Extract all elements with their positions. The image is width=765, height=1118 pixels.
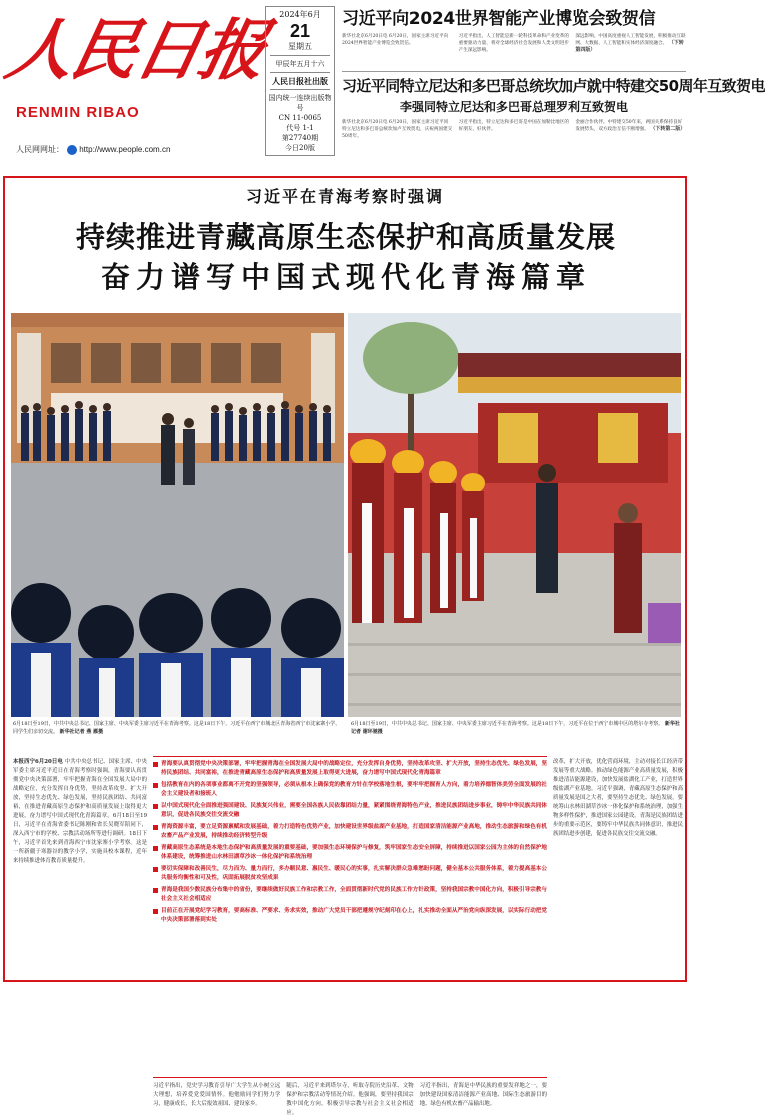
body-column-right: 改革，扩大开放，优化营商环境，主动对接长江经济带发展等重大战略。推动绿色能源产业高质量发展，积极推进清洁能源建设，加快发展盐湖化工产业，打造世界级盐湖产业基地。习近平强调，青藏高原生态保护和高质量发展是国之大者，要坚持生态优先、绿色发展。要统筹山水林田湖草沙冰一体化保护和系统治理，加强生物多样性保护，推进国家公园建设。青海是民族团结进步的重要示范区，要铸牢中华民族共同体意识，推进民族团结进步创建，促进各民族交往交流交融。 [553,759,683,837]
site-url-link[interactable]: http://www.people.com.cn [79,145,171,154]
summary-text: 目前正在开展党纪学习教育，要高标准、严要求、务求实效，推动广大党员干部把遵规守纪刻印在心上，扎实推动全面从严治党向纵深发展，以实际行动把党中央决策部署落到实处 [161,908,547,923]
top-headline-2[interactable]: 习近平同特立尼达和多巴哥总统坎加卢就中特建交50周年互致贺电 [342,77,765,95]
lead-story-frame [3,176,687,1116]
body-columns-bottom [153,1082,547,1118]
body-bottom-col-2: 随后，习近平来到塔尔寺，听取寺院历史沿革、文物保护和宗教活动等情况介绍。他强调，要坚持我国宗教中国化方向，积极引导宗教与社会主义社会相适应。 [286,1083,414,1116]
issue-number: 第27740期 [281,134,319,142]
date-day: 21 [289,21,311,41]
logo-chinese: 人民日报 [0,11,273,89]
lead-headline-2[interactable]: 奋力谱写中国式现代化青海篇章 [100,260,591,294]
news-2-col-b: 习近平指出，特立尼达和多巴哥是中国在加勒比地区的好朋友、好伙伴。 [458,120,569,132]
caption-right [351,720,681,736]
bullet-square-icon [153,762,158,767]
news-1-col-c [575,33,686,68]
caption-left-text: 6月18日至19日，中共中央总书记、国家主席、中央军委主席习近平在青海考察。这是18日下午，习近平在西宁市城北区青海省西宁市沈家寨小学，同学生们亲切交流。 [13,721,341,735]
summary-item [153,760,547,778]
newspaper-logo [0,4,273,154]
top-news [342,4,765,154]
lead-kicker: 习近平在青海考察时强调 [245,187,444,206]
summary-text: 包括教育在内的各项事业都离不开党的坚强领导，必须从根本上确保党的教育方针在学校落地生根，要牢牢把握育人方向，着力培养德智体美劳全面发展的社会主义建设者和接班人 [161,782,547,797]
summary-text: 要切实保障和改善民生，尽力而为、量力而行，多办顺民意、惠民生、暖民心的实事，扎实解决群众急难愁盼问题，健全基本公共服务体系，着力提高基本公共服务均衡性和可及性，巩固拓展脱贫攻坚成果 [161,866,547,881]
browser-icon [67,145,77,155]
site-url-line [16,144,170,155]
summary-item [153,781,547,799]
logo-english: RENMIN RIBAO [16,104,140,121]
summary-item [153,802,547,820]
date-weekday: 星期五 [288,42,312,51]
summary-item [153,865,547,883]
bullet-square-icon [153,783,158,788]
top-news-1-columns [342,33,686,68]
summary-item [153,886,547,904]
news-2-col-a: 新华社北京6月20日电 6月20日，国家主席习近平同特立尼达和多巴哥总统坎加卢互致贺电，庆祝两国建交50周年。 [342,120,453,139]
body-bottom-col-1: 习近平指出，党史学习教育引导广大学生从小树立远大理想，培养爱党爱国情怀。他勉励同学们努力学习，健康成长，长大后报效祖国、建设家乡。 [153,1083,281,1107]
news-2-continued[interactable]: （下转第二版） [650,126,686,132]
site-label: 人民网网址： [16,145,64,154]
summary-item [153,844,547,862]
date-year-month: 2024年6月 [279,10,321,19]
summary-item [153,907,547,925]
summary-text: 以中国式现代化全面推进强国建设、民族复兴伟业，需要全国各族人民依靠团结力量，紧紧围绕青海特色产业，推进民族团结进步事业，铸牢中华民族共同体意识，促进各民族交往交流交融 [161,803,547,818]
bullet-square-icon [153,909,158,914]
summary-box [153,756,547,1078]
bullet-square-icon [153,888,158,893]
news-1-continued[interactable]: （下转第四版） [575,40,684,53]
bullet-square-icon [153,867,158,872]
news-1-col-c-text: 深远影响。中国高度重视人工智能发展，积极推动互联网、大数据、人工智能和实体经济深度融合。 [575,34,686,46]
top-headline-1[interactable]: 习近平向2024世界智能产业博览会致贺信 [342,9,656,29]
summary-text: 青海是我国少数民族分布集中的省份，要继续做好民族工作和宗教工作，全面贯彻新时代党的民族工作方针政策，坚持我国宗教中国化方向，积极引导宗教与社会主义社会相适应 [161,887,547,902]
bullet-square-icon [153,846,158,851]
summary-text: 青海资源丰富，要立足资源禀赋和发展基础，着力打造特色优势产业，加快建设世界级盐湖产业基地，打造国家清洁能源产业高地，推动生态旅游和绿色有机农畜产品产业发展，持续推动经济转型升级 [161,824,547,839]
school-visit-illustration [11,313,344,717]
summary-item [153,823,547,841]
news-1-col-a: 新华社北京6月20日电 6月20日，国家主席习近平向2024世界智能产业博览会致贺信。 [342,34,449,46]
cn-number: CN 11-0065 [278,114,322,122]
bullet-square-icon [153,804,158,809]
lead-headline-1[interactable]: 持续推进青藏高原生态保护和高质量发展 [75,220,616,254]
page-count: 今日20版 [285,144,315,152]
news-2-col-c-text: 金丽合作伙伴。中特建交50年来，两国关系保持良好发展势头，双方政治互信不断增强。 [575,120,683,132]
postal-code: 代号 1-1 [286,124,314,132]
caption-left-credit: 新华社记者 燕 雁摄 [59,729,104,735]
caption-left [13,720,343,736]
summary-text: 青藏高原生态系统是本地生态保护和高质量发展的重要基础，要加强生态环境保护与修复，筑牢国家生态安全屏障，持续推进以国家公园为主体的自然保护地体系建设，统筹推进山水林田湖草沙冰一体化保护和系统治理 [161,845,547,860]
bullet-square-icon [153,825,158,830]
body-bottom-col-3: 习近平指出，青海是中华民族的重要发祥地之一，要加快建设国家清洁能源产业高地、国际生态旅游目的地、绿色有机农畜产品输出地。 [419,1083,547,1107]
news-1-col-b: 习近平指出，人工智能是新一轮科技革命和产业变革的重要驱动力量，将对全球经济社会发展和人类文明进步产生深远影响。 [458,34,569,53]
top-news-2-columns [342,119,686,154]
body-left-text: 中共中央总书记、国家主席、中央军委主席习近平近日在青海考察时强调，青海要认真贯彻党中央决策部署，牢牢把握青海在全国发展大局中的战略定位，充分发挥自身优势，坚持改革攻坚、扩大开放，坚持生态优先、绿色发展，坚持民族团结、共同富裕，在推进青藏高原生态保护和高质量发展上取得更大进展，奋力谱写中国式现代化青海篇章。6月18日至19日，习近平在青海省委书记陈刚和省长吴晓军陪同下，深入西宁市的学校、宗教活动场所等进行调研。18日下午，习近平首先来到青海西宁市沈家寨小学考察。这是一所新疆于寒器谷的教学小学，实施具校本课程，近年来持续推进体育教育质量提升。 [13,759,147,864]
date-box [265,6,335,156]
masthead [0,0,765,172]
summary-text: 青海要认真贯彻党中央决策部署，牢牢把握青海在全国发展大局中的战略定位，充分发挥自身优势，坚持改革攻坚、扩大开放，坚持生态优先、绿色发展，坚持民族团结、共同富裕，在推进青藏高原生态保护和高质量发展上取得更大进展，奋力谱写中国式现代化青海篇章 [161,761,547,776]
top-subheadline-2: 李强同特立尼达和多巴哥总理罗利互致贺电 [399,100,628,114]
dateline: 本报西宁6月20日电 [13,759,63,765]
monastery-visit-illustration [348,313,681,717]
photo-school-visit[interactable] [11,313,344,717]
news-2-col-c [575,119,686,154]
date-lunar: 甲辰年五月十六 [275,60,325,68]
body-column-left [13,758,147,866]
serial-label: 国内统一连续出版物号 [268,94,332,112]
caption-right-credit: 新华社记者 谢环驰摄 [351,721,680,735]
caption-right-text: 6月18日至19日，中共中央总书记、国家主席、中央军委主席习近平在青海考察。这是18日下午，习近平在位于西宁市城中区的塔尔寺考察。 [351,721,664,727]
publisher: 人民日报社出版 [272,76,328,86]
photo-monastery-visit[interactable] [348,313,681,717]
